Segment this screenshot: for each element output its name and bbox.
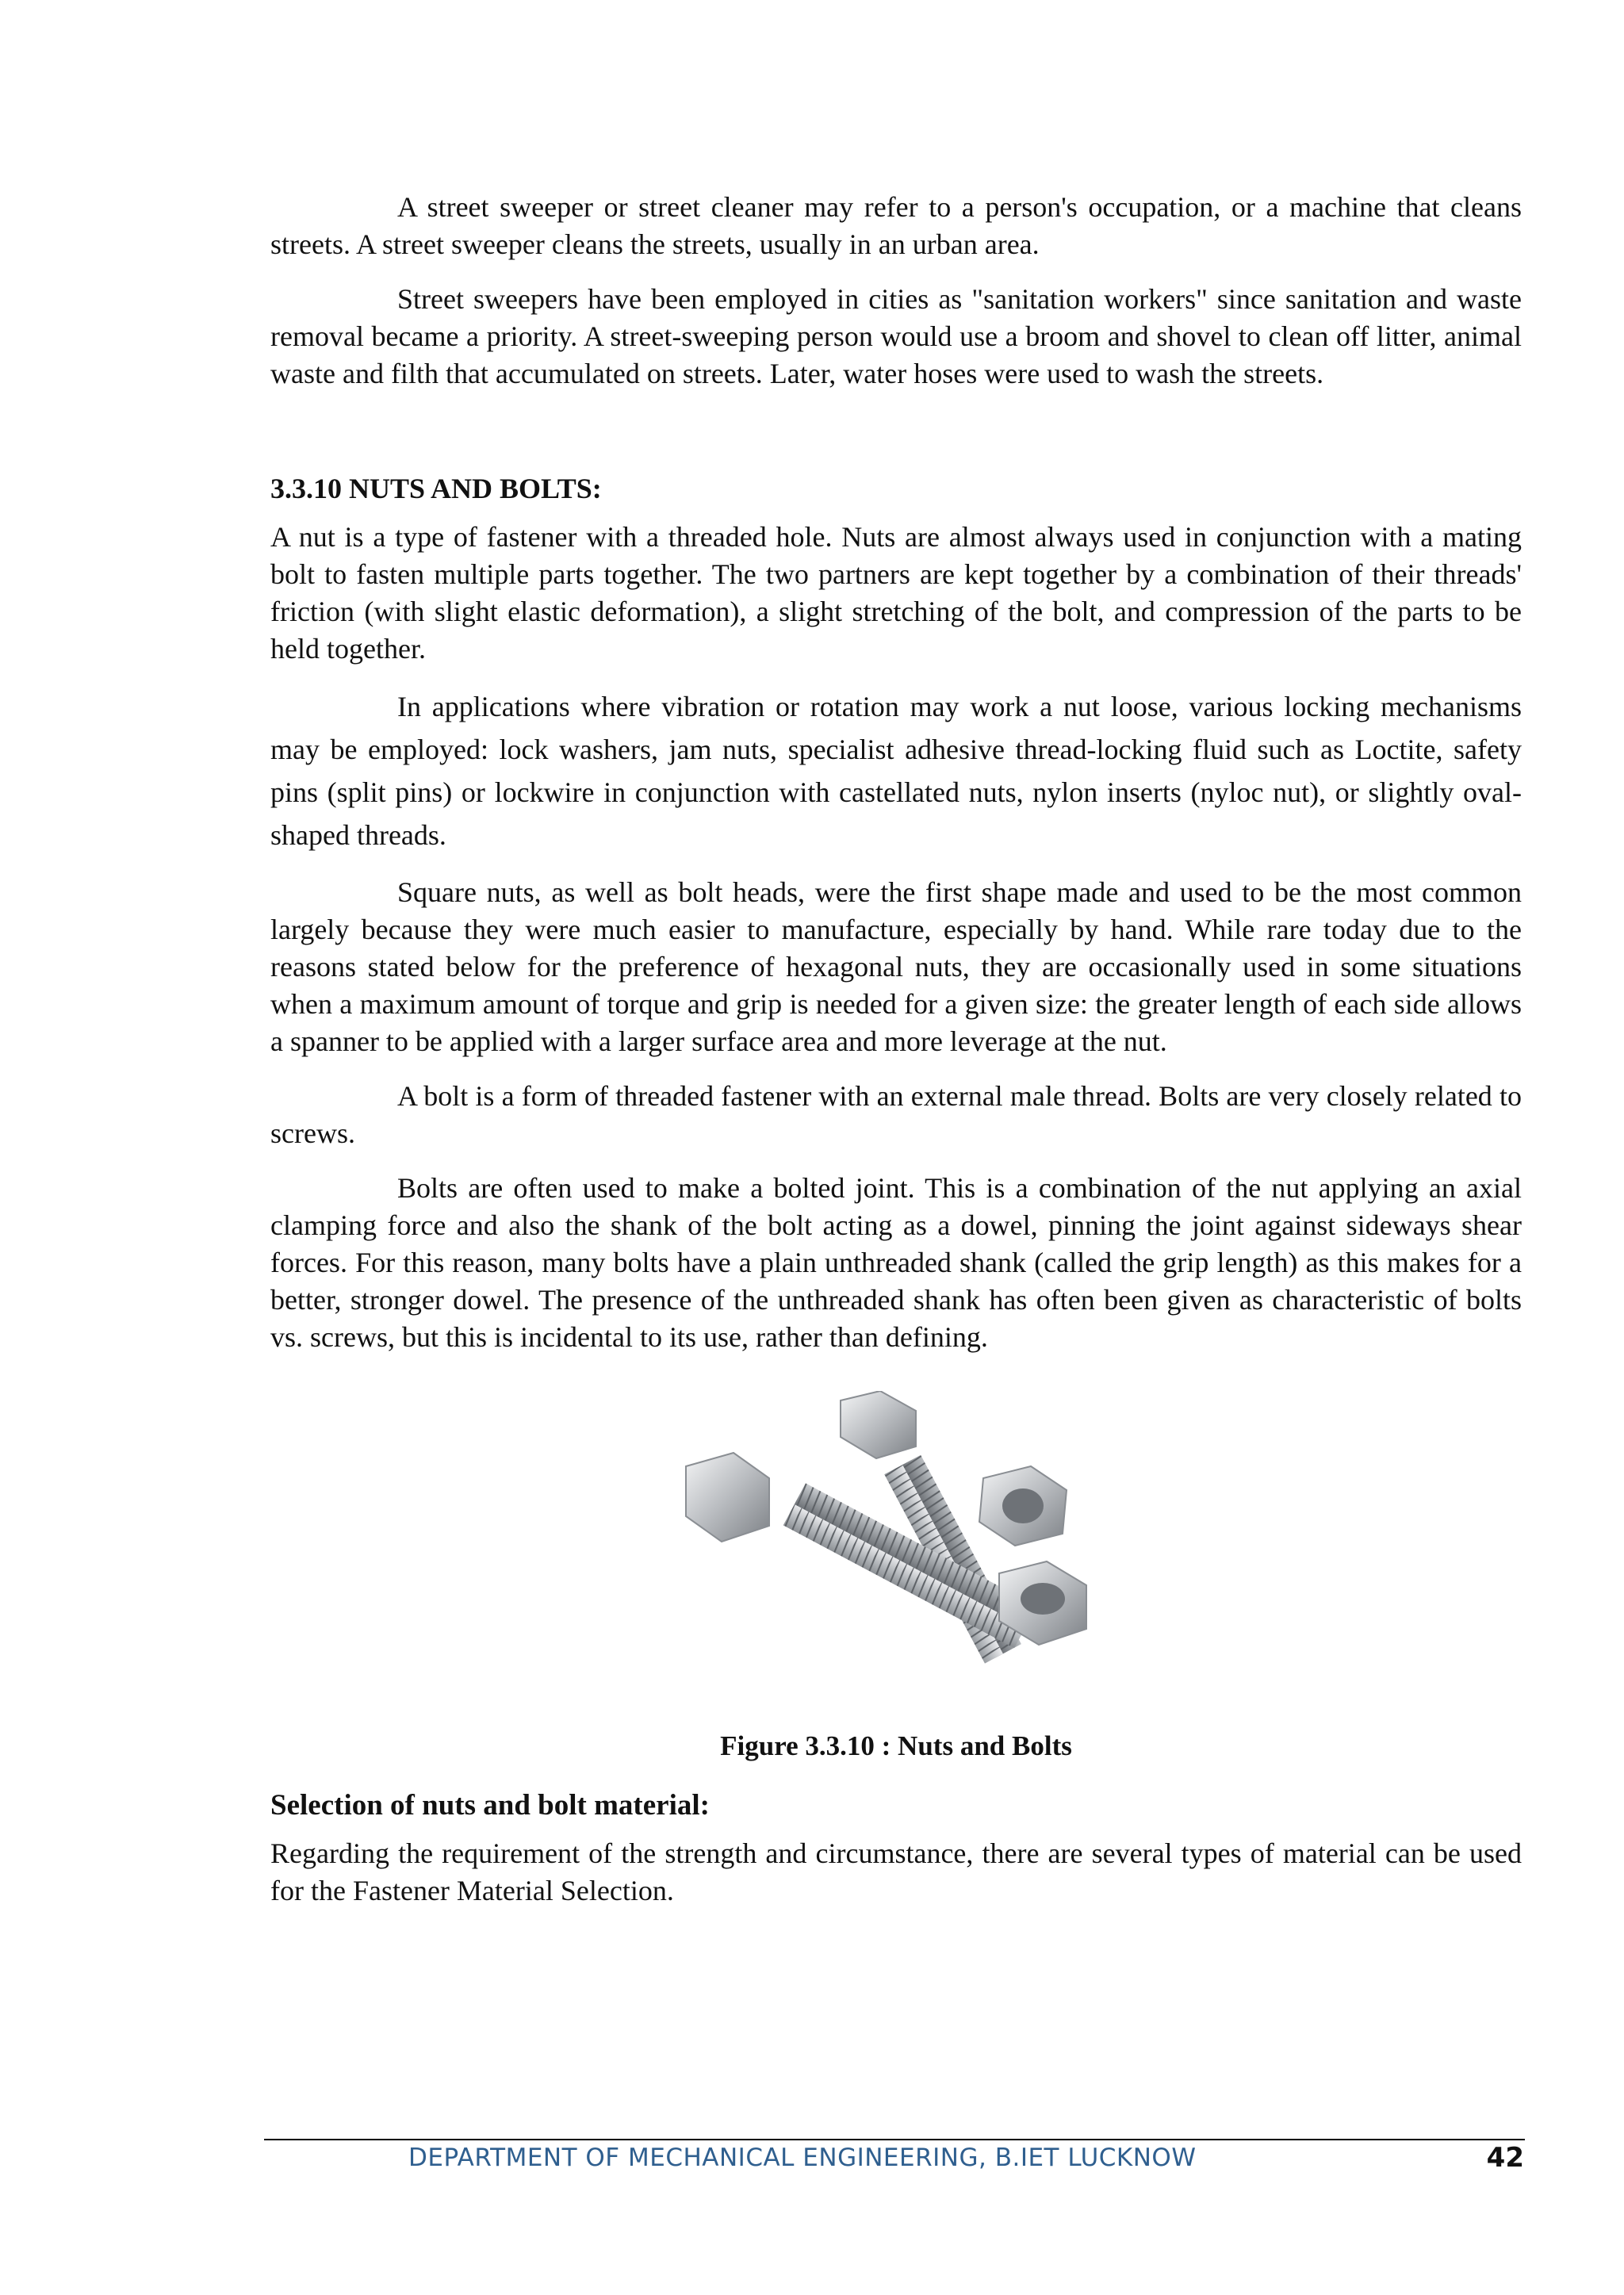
figure-caption: Figure 3.3.10 : Nuts and Bolts	[720, 1730, 1072, 1761]
intro-paragraph-2: Street sweepers have been employed in cities as "sanitation workers" since sanitation and waste removal became a priority. A street-sweeping person would use a broom and shovel to clean off litter, animal waste and filth that accumulated on streets. Later, water hoses were used to wash the streets.	[270, 283, 1522, 389]
bolted-joint-paragraph: Bolts are often used to make a bolted joint. This is a combination of the nut applying an axial clamping force and also the shank of the bolt acting as a dowel, pinning the joint against sideways shear forces. For this reason, many bolts have a plain unthreaded shank (called the grip length) as this makes for a better, stronger dowel. The presence of the unthreaded shank has often been given as characteristic of bolts vs. screws, but this is incidental to its use, rather than defining.	[270, 1172, 1522, 1353]
page-number: 42	[1486, 2142, 1524, 2174]
locking-mechanisms-paragraph: In applications where vibration or rotation may work a nut loose, various locking mechanisms may be employed: lock washers, jam nuts, specialist adhesive thread-locking fluid such as Loctite, safety pins (split pins) or lockwire in conjunction with castellated nuts, nylon inserts (nyloc nut), or slightly oval-shaped threads.	[270, 691, 1522, 851]
page-content	[270, 189, 1522, 1910]
subsection-heading: Selection of nuts and bolt material:	[270, 1789, 710, 1822]
intro-paragraph-1: A street sweeper or street cleaner may refer to a person's occupation, or a machine that cleans streets. A street sweeper cleans the streets, usually in an urban area.	[270, 191, 1522, 260]
nuts-and-bolts-image	[642, 1391, 1150, 1708]
nut-definition-paragraph: A nut is a type of fastener with a threaded hole. Nuts are almost always used in conjunction with a mating bolt to fasten multiple parts together. The two partners are kept together by a combination of their threads' friction (with slight elastic deformation), a slight stretching of the bolt, and compression of the parts to be held together.	[270, 521, 1522, 665]
footer-department: DEPARTMENT OF MECHANICAL ENGINEERING, B.IET LUCKNOW	[408, 2144, 1197, 2172]
square-nuts-paragraph: Square nuts, as well as bolt heads, were the first shape made and used to be the most common largely because they were much easier to manufacture, especially by hand. While rare today due to the reasons stated below for the preference of hexagonal nuts, they are occasionally used in some situations when a maximum amount of torque and grip is needed for a given size: the greater length of each side allows a spanner to be applied with a larger surface area and more leverage at the nut.	[270, 876, 1522, 1057]
footer-rule	[264, 2139, 1525, 2140]
section-heading: 3.3.10 NUTS AND BOLTS:	[270, 473, 602, 504]
nuts-bolts-figure	[270, 1391, 1522, 1764]
material-selection-paragraph: Regarding the requirement of the strength and circumstance, there are several types of material can be used for the Fastener Material Selection.	[270, 1837, 1522, 1906]
bolt-definition-paragraph: A bolt is a form of threaded fastener with an external male thread. Bolts are very closely related to screws.	[270, 1080, 1522, 1149]
